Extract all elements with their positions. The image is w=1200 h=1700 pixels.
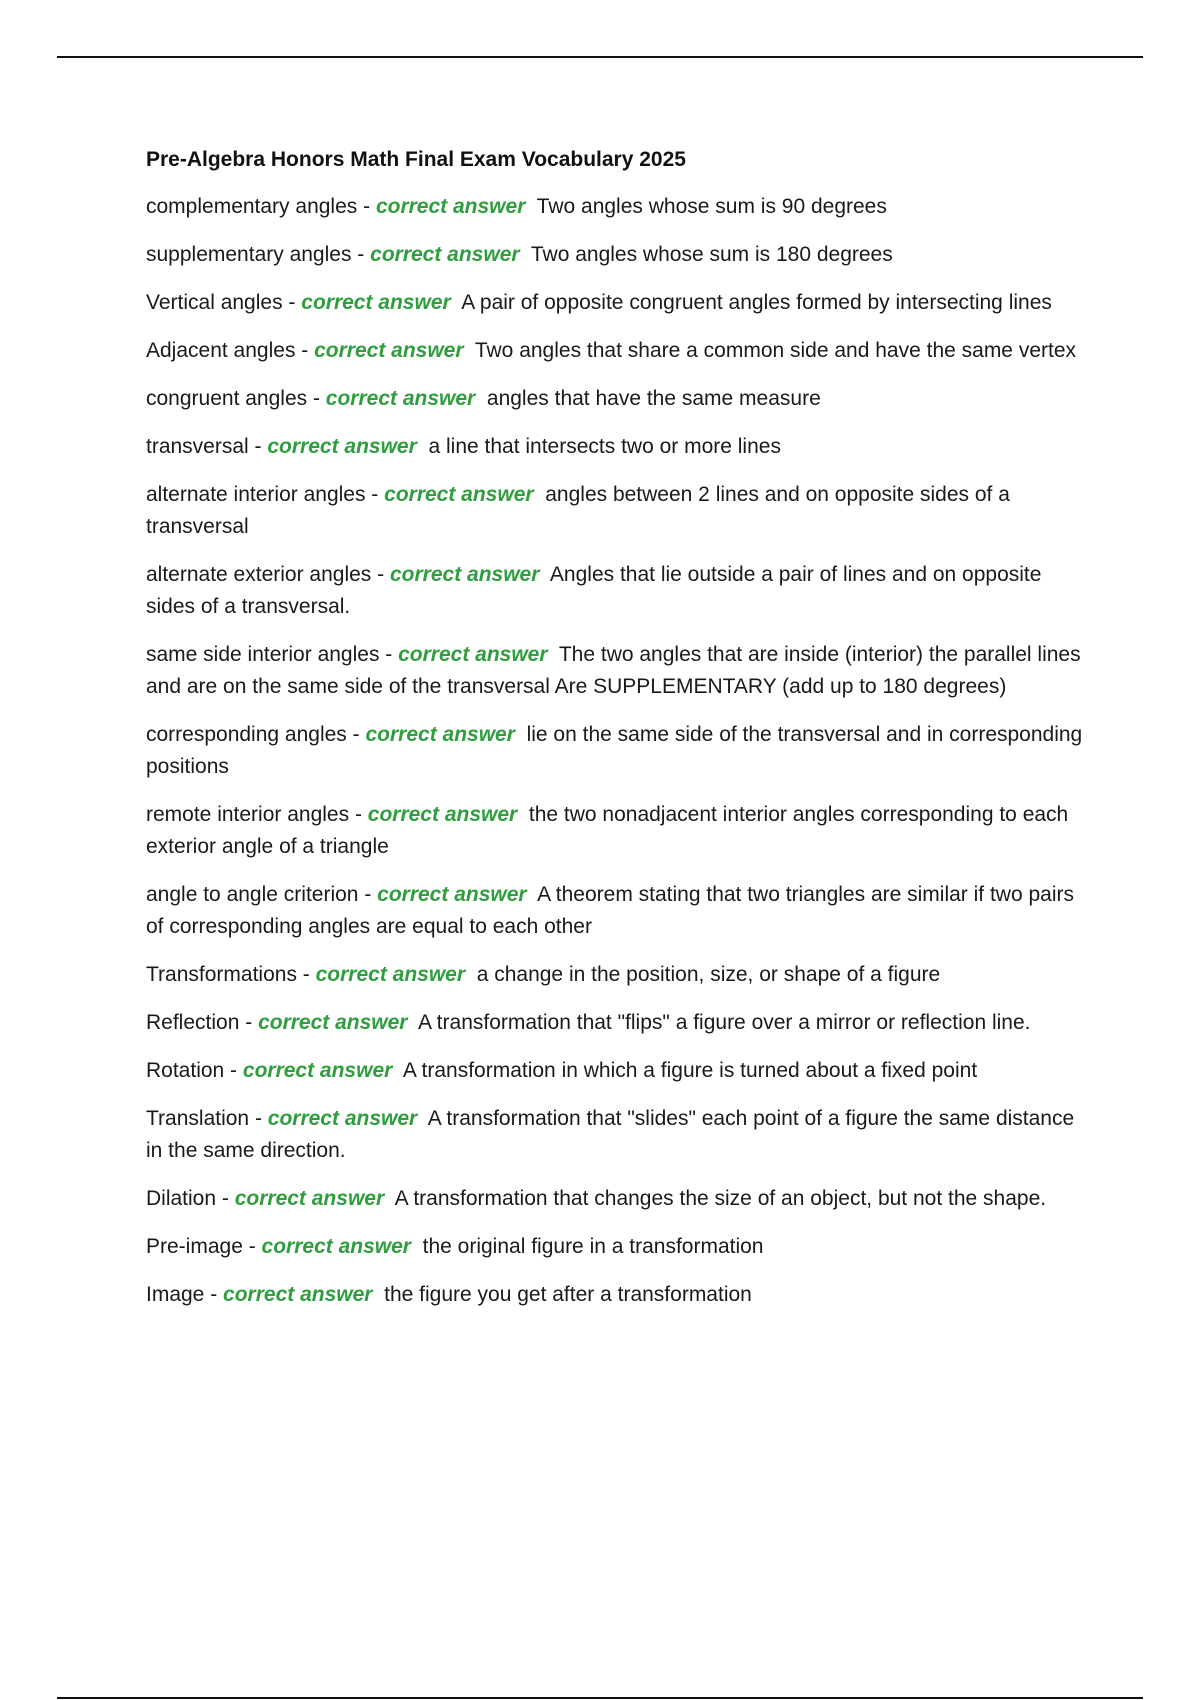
term-separator: -	[349, 803, 368, 826]
answer-label: correct answer	[242, 1059, 393, 1082]
term-separator: -	[249, 1107, 268, 1130]
answer-label: correct answer	[367, 803, 518, 826]
vocab-definition: The two angles that are inside (interior) the parallel lines and are on the same side of the transversal Are SUPPLEMENTARY (add up to 180 degrees)	[146, 643, 1081, 698]
vocab-entry	[146, 431, 1091, 463]
answer-label: correct answer	[267, 435, 417, 458]
vocab-definition: a change in the position, size, or shape of a figure	[476, 963, 941, 986]
vocab-entry	[146, 959, 1091, 991]
term-separator: -	[216, 1187, 235, 1210]
answer-label: correct answer	[389, 563, 540, 586]
answer-label: correct answer	[301, 291, 451, 314]
vocab-definition: Two angles that share a common side and have the same vertex	[474, 339, 1077, 362]
document-title: Pre-Algebra Honors Math Final Exam Vocabulary 2025	[146, 148, 686, 171]
vocab-term: alternate interior angles	[146, 483, 366, 506]
term-separator: -	[295, 339, 315, 362]
vocab-definition: the figure you get after a transformation	[384, 1283, 752, 1306]
vocab-entry	[146, 479, 1091, 543]
vocab-entry	[146, 1231, 1091, 1263]
term-separator: -	[346, 723, 366, 746]
vocab-entry	[146, 799, 1091, 863]
vocab-term: Rotation	[146, 1059, 225, 1082]
vocab-entry	[146, 639, 1091, 703]
vocab-term: Adjacent angles	[146, 339, 296, 362]
vocab-term: transversal	[146, 435, 249, 458]
answer-label: correct answer	[315, 963, 466, 986]
answer-label: correct answer	[375, 195, 526, 218]
vocab-entry	[146, 335, 1091, 367]
term-separator: -	[282, 291, 302, 314]
vocab-definition: Two angles whose sum is 90 degrees	[536, 195, 887, 218]
vocab-definition: A transformation in which a figure is turned about a fixed point	[402, 1059, 978, 1082]
vocab-definition: Angles that lie outside a pair of lines and on opposite sides of a transversal.	[146, 563, 1042, 618]
answer-label: correct answer	[398, 643, 548, 666]
term-separator: -	[242, 1235, 262, 1258]
term-separator: -	[351, 243, 371, 266]
term-separator: -	[379, 643, 399, 666]
term-separator: -	[357, 195, 376, 218]
vocab-term: congruent angles	[146, 387, 308, 410]
vocab-term: same side interior angles	[146, 643, 380, 666]
top-rule	[57, 56, 1143, 58]
vocab-definition: angles between 2 lines and on opposite sides of a transversal	[146, 483, 1010, 538]
vocab-definition: A pair of opposite congruent angles formed by intersecting lines	[461, 291, 1052, 314]
vocab-definition: lie on the same side of the transversal and in corresponding positions	[146, 723, 1083, 778]
answer-label: correct answer	[267, 1107, 418, 1130]
term-separator: -	[307, 387, 326, 410]
vocab-term: corresponding angles	[146, 723, 347, 746]
vocab-entry	[146, 1279, 1091, 1311]
vocab-term: Image	[146, 1283, 205, 1306]
term-separator: -	[296, 963, 316, 986]
vocab-term: complementary angles	[146, 195, 358, 218]
vocab-entry	[146, 1183, 1091, 1215]
vocab-term: alternate exterior angles	[146, 563, 372, 586]
answer-label: correct answer	[223, 1283, 373, 1306]
vocab-term: supplementary angles	[146, 243, 352, 266]
vocab-definition: A transformation that "flips" a figure over a mirror or reflection line.	[418, 1011, 1031, 1034]
vocab-entry	[146, 879, 1091, 943]
term-separator: -	[248, 435, 268, 458]
vocab-definition: a line that intersects two or more lines	[428, 435, 781, 458]
term-separator: -	[239, 1011, 259, 1034]
answer-label: correct answer	[384, 483, 534, 506]
answer-label: correct answer	[377, 883, 527, 906]
vocab-entry	[146, 559, 1091, 623]
vocab-definition: Two angles whose sum is 180 degrees	[530, 243, 893, 266]
vocab-entry	[146, 239, 1091, 271]
term-separator: -	[371, 563, 390, 586]
answer-label: correct answer	[258, 1011, 408, 1034]
vocab-term: Reflection	[146, 1011, 240, 1034]
answer-label: correct answer	[365, 723, 515, 746]
vocab-entry	[146, 1055, 1091, 1087]
document-body	[146, 146, 1091, 1327]
answer-label: correct answer	[325, 387, 476, 410]
answer-label: correct answer	[234, 1187, 385, 1210]
vocab-term: Vertical angles	[146, 291, 283, 314]
vocab-definition: the two nonadjacent interior angles corresponding to each exterior angle of a triangle	[146, 803, 1069, 858]
vocab-term: Translation	[146, 1107, 250, 1130]
vocab-definition: A transformation that "slides" each point of a figure the same distance in the same direction.	[146, 1107, 1075, 1162]
vocab-term: Dilation	[146, 1187, 217, 1210]
vocab-term: Transformations	[146, 963, 297, 986]
vocab-term: remote interior angles	[146, 803, 350, 826]
vocab-definition: angles that have the same measure	[486, 387, 821, 410]
answer-label: correct answer	[370, 243, 520, 266]
term-separator: -	[204, 1283, 224, 1306]
vocab-entry	[146, 191, 1091, 223]
answer-label: correct answer	[314, 339, 464, 362]
vocab-term: angle to angle criterion	[146, 883, 359, 906]
vocab-term: Pre-image	[146, 1235, 243, 1258]
vocab-definition: A transformation that changes the size of an object, but not the shape.	[394, 1187, 1047, 1210]
vocab-definition: A theorem stating that two triangles are similar if two pairs of corresponding angles are equal to each other	[146, 883, 1074, 938]
vocabulary-list	[146, 191, 1091, 1311]
vocab-entry	[146, 719, 1091, 783]
vocab-definition: the original figure in a transformation	[422, 1235, 764, 1258]
answer-label: correct answer	[261, 1235, 411, 1258]
bottom-rule	[57, 1697, 1143, 1699]
vocab-entry	[146, 383, 1091, 415]
term-separator: -	[358, 883, 378, 906]
vocab-entry	[146, 287, 1091, 319]
vocab-entry	[146, 1007, 1091, 1039]
term-separator: -	[365, 483, 385, 506]
term-separator: -	[224, 1059, 243, 1082]
vocab-entry	[146, 1103, 1091, 1167]
